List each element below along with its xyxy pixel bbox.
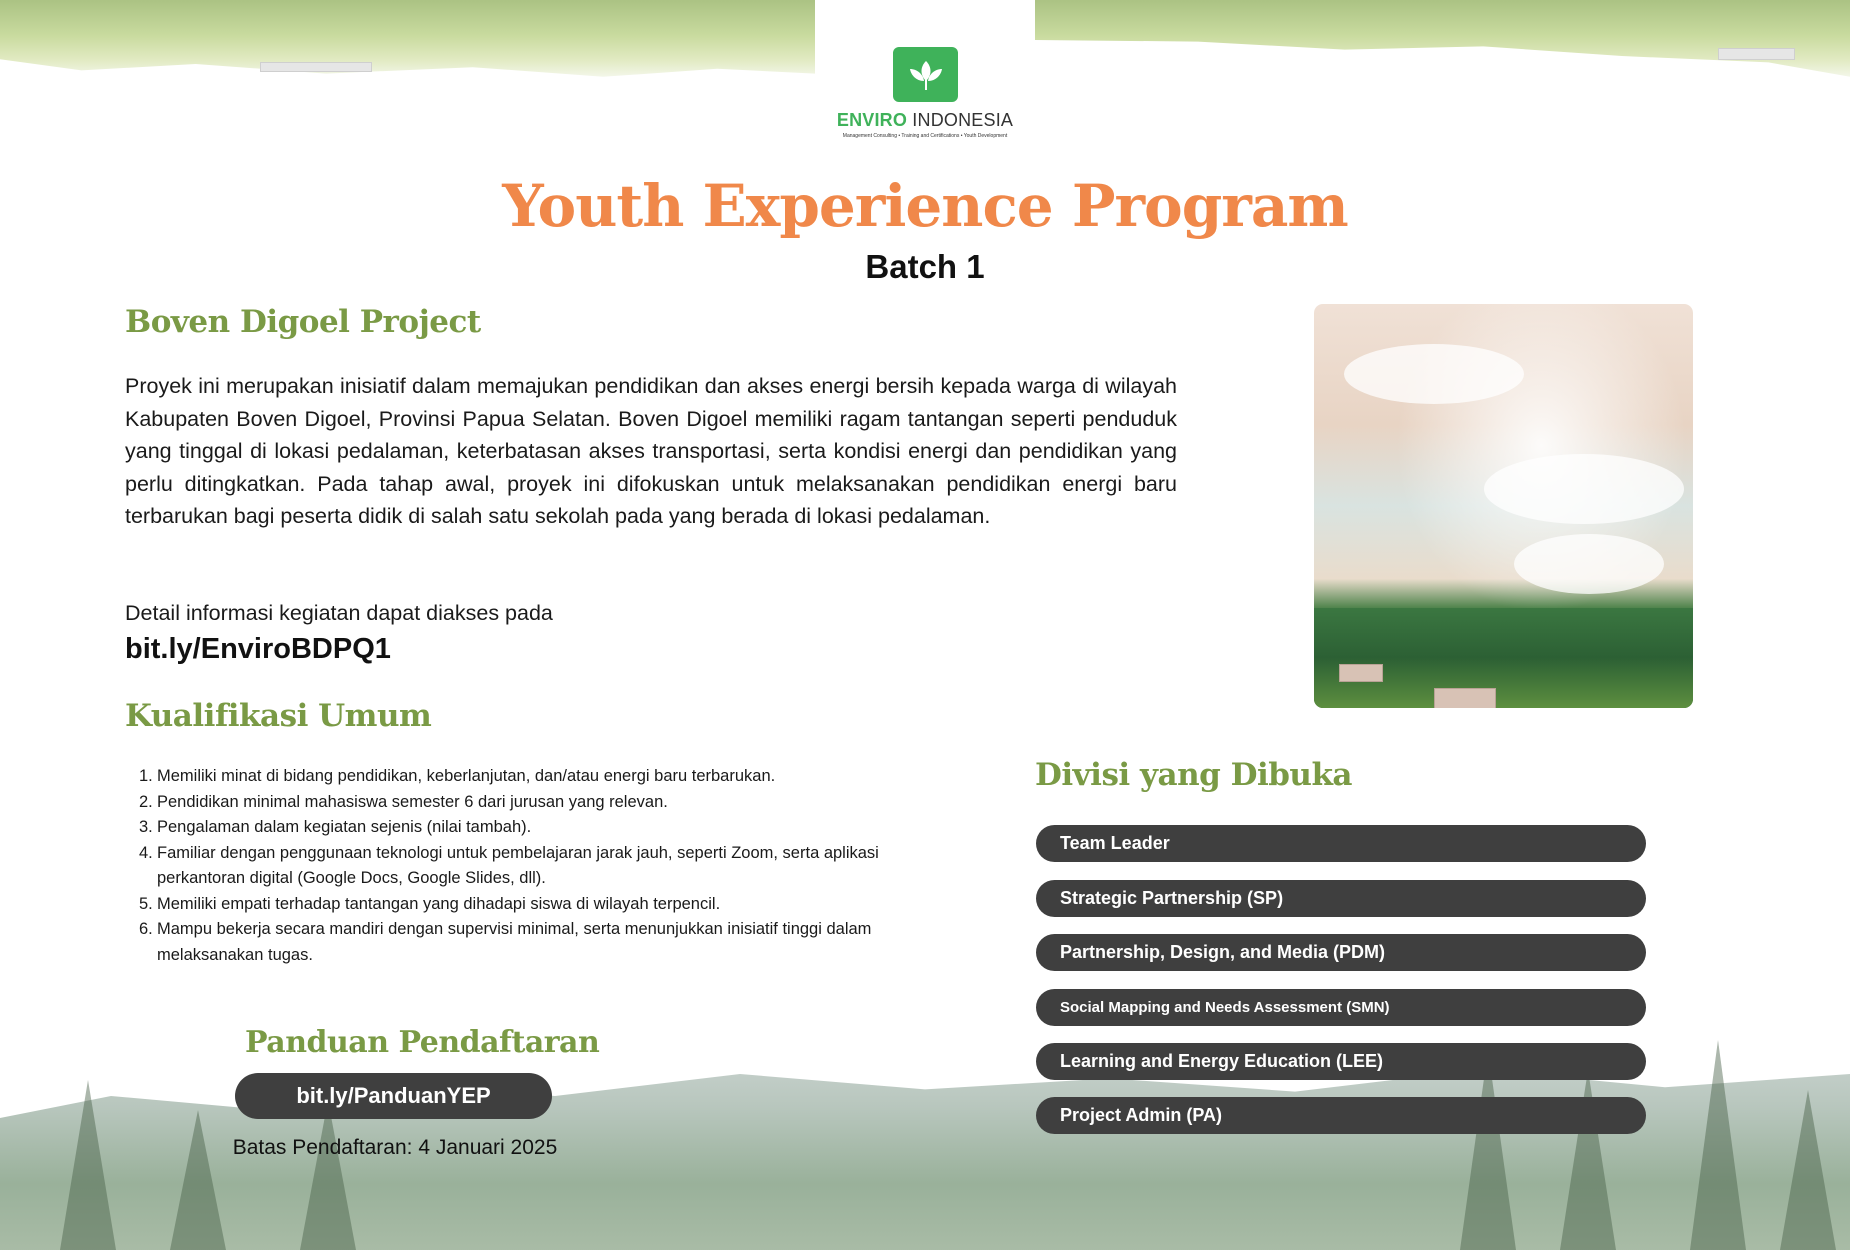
list-item	[125, 841, 965, 892]
division-partnership-design-media[interactable]: Partnership, Design, and Media (PDM)	[1036, 934, 1646, 971]
project-description: Proyek ini merupakan inisiatif dalam memajukan pendidikan dan akses energi bersih kepada warga di wilayah Kabupaten Boven Digoel, Provinsi Papua Selatan. Boven Digoel memiliki ragam tantangan seperti penduduk yang tinggal di lokasi pedalaman, keterbatasan akses transportasi, serta kondisi energi dan pendidikan yang perlu ditingkatkan. Pada tahap awal, proyek ini difokuskan untuk melaksanakan pendidikan energi baru terbarukan bagi peserta didik di salah satu sekolah pada yang berada di lokasi pedalaman.	[125, 374, 1177, 528]
list-item-text: Mampu bekerja secara mandiri dengan supervisi minimal, serta menunjukkan inisiatif tinggi dalam melaksanakan tugas.	[157, 920, 872, 964]
tree-decoration	[1780, 1090, 1836, 1250]
list-number: 5.	[139, 894, 153, 913]
leaf-sprout-icon	[906, 57, 946, 93]
logo-tagline: Management Consulting • Training and Certifications • Youth Development	[842, 133, 1008, 139]
divisions-heading: Divisi yang Dibuka	[1035, 757, 1353, 793]
top-left-landscape	[0, 0, 815, 80]
project-detail-link[interactable]: bit.ly/EnviroBDPQ1	[125, 633, 391, 665]
list-item-text: Memiliki empati terhadap tantangan yang dihadapi siswa di wilayah terpencil.	[157, 894, 721, 913]
tree-decoration	[300, 1100, 356, 1250]
list-number: 4.	[139, 843, 153, 862]
list-number: 3.	[139, 818, 153, 836]
list-item	[125, 790, 965, 816]
hut-decoration	[1339, 664, 1383, 682]
roof-decoration	[260, 62, 372, 72]
logo-wordmark	[700, 110, 1150, 131]
tree-decoration	[60, 1080, 116, 1250]
tree-decoration	[1460, 1050, 1516, 1250]
logo-wordmark-rest: INDONESIA	[907, 110, 1014, 130]
list-item-text: Pengalaman dalam kegiatan sejenis (nilai tambah).	[157, 818, 532, 836]
list-item	[125, 815, 965, 841]
tree-decoration	[1690, 1040, 1746, 1250]
project-heading: Boven Digoel Project	[125, 304, 481, 340]
landscape-photo	[1314, 304, 1693, 708]
logo-wordmark-accent: ENVIRO	[836, 110, 908, 130]
division-strategic-partnership[interactable]: Strategic Partnership (SP)	[1036, 880, 1646, 917]
registration-deadline: Batas Pendaftaran: 4 Januari 2025	[232, 1136, 558, 1159]
division-social-mapping[interactable]: Social Mapping and Needs Assessment (SMN)	[1036, 989, 1646, 1026]
list-item	[125, 764, 965, 790]
logo-icon	[893, 47, 958, 102]
list-number: 6.	[139, 920, 153, 938]
page-title: Youth Experience Program	[502, 172, 1348, 240]
qualifications-heading: Kualifikasi Umum	[125, 698, 432, 734]
division-team-leader[interactable]: Team Leader	[1036, 825, 1646, 862]
hut-decoration	[1434, 688, 1496, 708]
detail-info-text: Detail informasi kegiatan dapat diakses pada	[125, 601, 553, 625]
list-item-text: Memiliki minat di bidang pendidikan, keberlanjutan, dan/atau energi baru terbarukan.	[157, 767, 776, 785]
cloud-decoration	[1514, 534, 1664, 594]
list-item	[125, 892, 965, 918]
list-number: 2.	[139, 792, 153, 811]
cloud-decoration	[1344, 344, 1524, 404]
cloud-decoration	[1484, 454, 1684, 524]
top-right-landscape	[1035, 0, 1850, 80]
registration-guide-button[interactable]: bit.ly/PanduanYEP	[235, 1073, 552, 1119]
qualifications-list	[125, 764, 965, 968]
list-item	[125, 917, 965, 968]
tree-decoration	[170, 1110, 226, 1250]
list-item-text: Familiar dengan penggunaan teknologi untuk pembelajaran jarak jauh, seperti Zoom, serta aplikasi perkantoran digital (Google Docs, Google Slides, dll).	[157, 843, 879, 887]
forest-decoration	[1314, 608, 1693, 708]
registration-heading: Panduan Pendaftaran	[245, 1025, 600, 1060]
batch-label: Batch 1	[865, 248, 985, 285]
list-item-text: Pendidikan minimal mahasiswa semester 6 dari jurusan yang relevan.	[157, 792, 668, 811]
division-project-admin[interactable]: Project Admin (PA)	[1036, 1097, 1646, 1134]
division-learning-energy-education[interactable]: Learning and Energy Education (LEE)	[1036, 1043, 1646, 1080]
roof-decoration	[1718, 48, 1795, 60]
list-number: 1.	[139, 767, 153, 785]
